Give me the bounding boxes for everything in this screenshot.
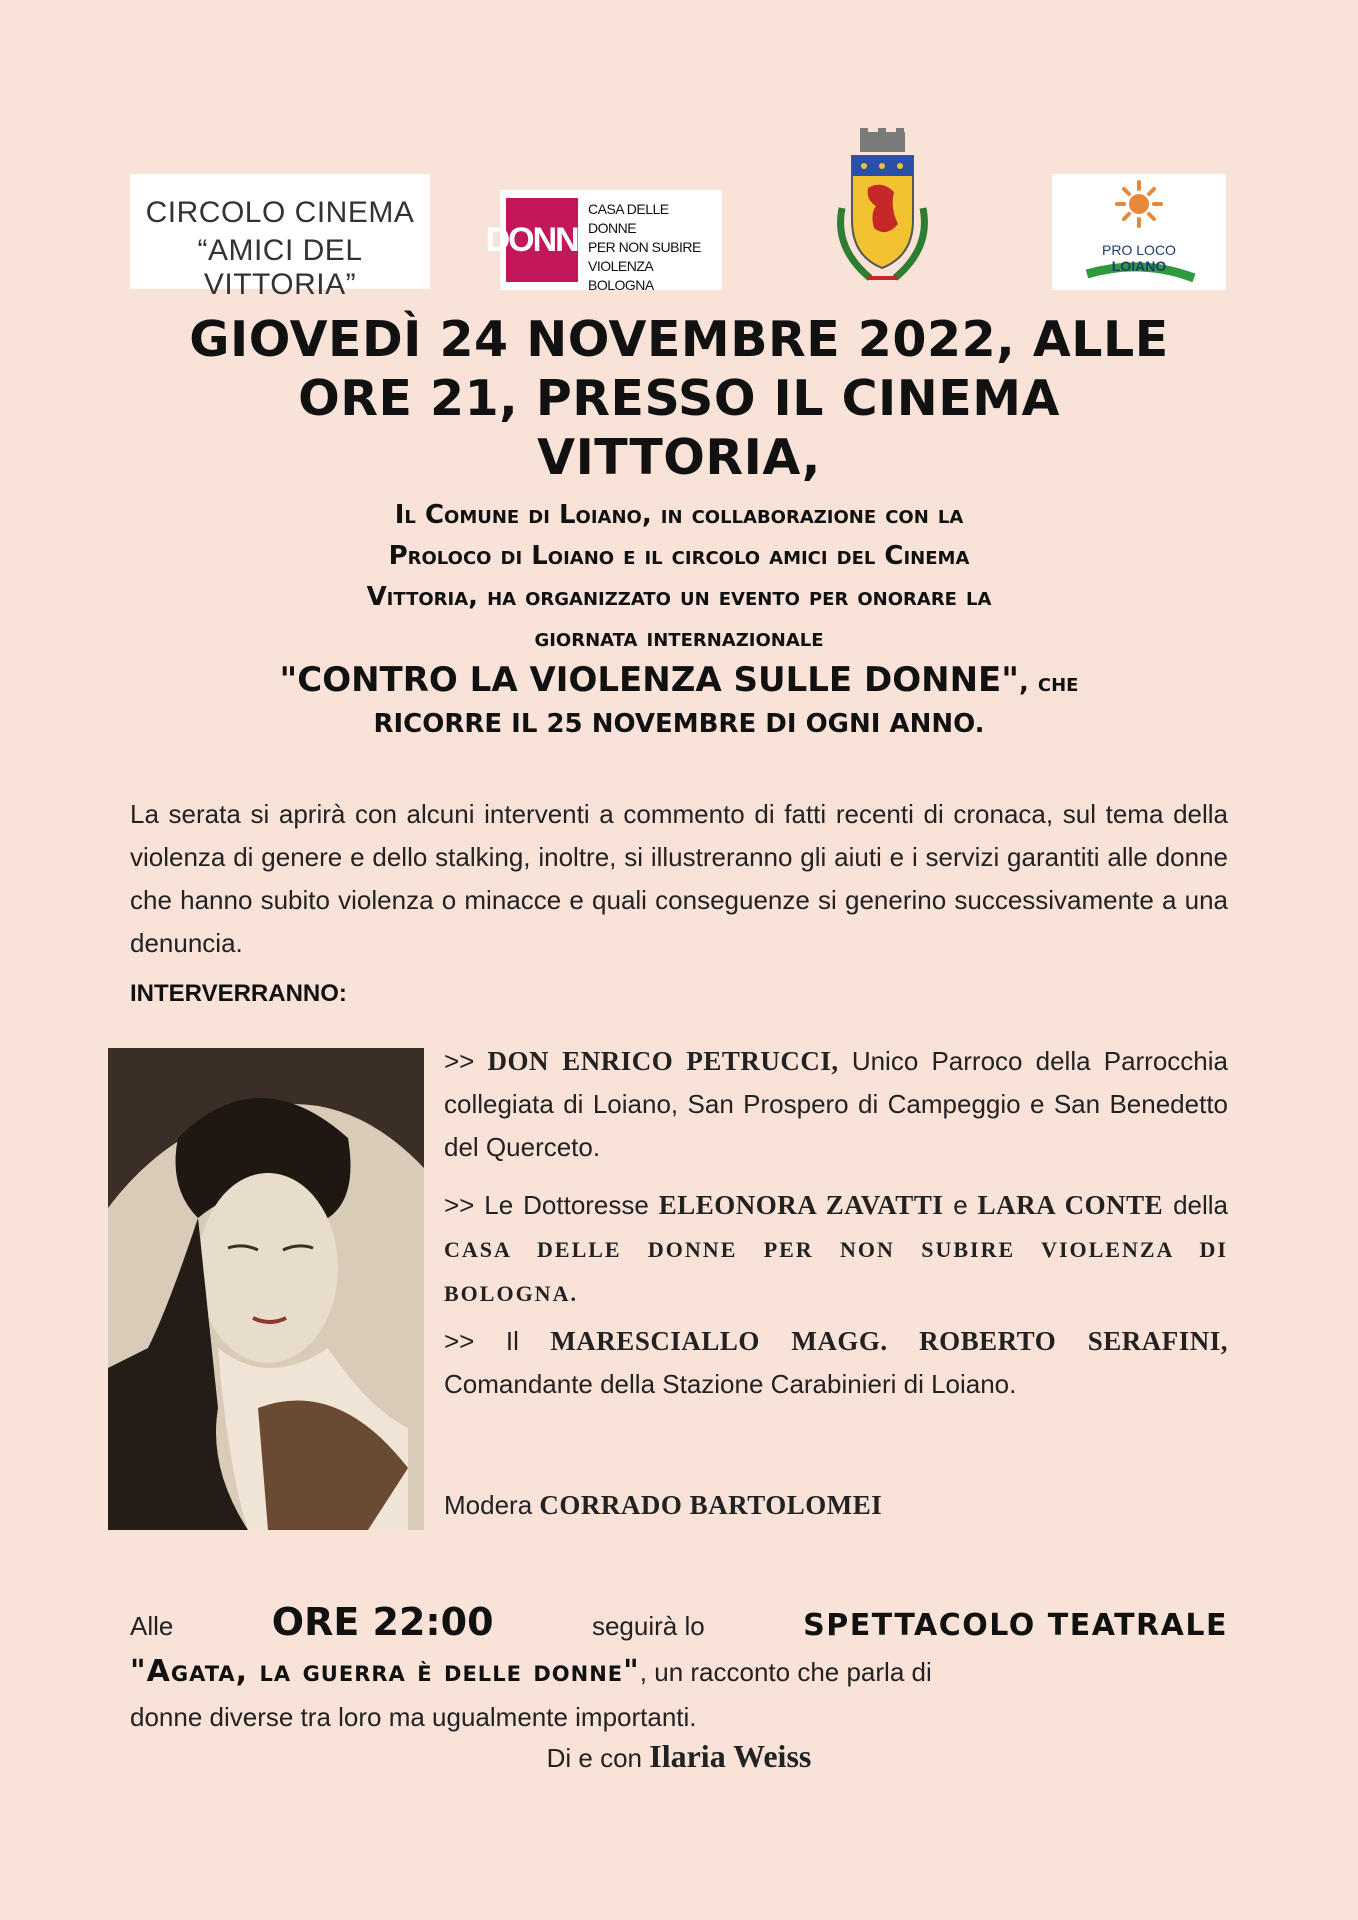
subtitle-line-4: giornata internazionale [534,623,824,653]
show-line-3: donne diverse tra loro ma ugualmente importanti. [130,1702,697,1732]
portrait-illustration [108,1048,424,1530]
speaker-2-pre-org: della [1163,1190,1228,1220]
circolo-logo-line1: CIRCOLO CINEMA [145,196,415,229]
subtitle-line-1: Il Comune di Loiano, in collaborazione con la [394,500,964,530]
subtitle-quote-tail: , che [1018,668,1079,698]
speaker-1-name: DON ENRICO PETRUCCI, [487,1046,839,1076]
circolo-cinema-logo [130,174,430,301]
speaker-2 [444,1184,1228,1315]
title-line-2: ORE 21, PRESSO IL CINEMA [298,370,1060,427]
show-type: SPETTACOLO TEATRALE [803,1608,1228,1643]
play-description-1: , un racconto che parla di [639,1657,932,1687]
speaker-1-role: Unico Parroco della Parrocchia collegiata di Loiano, San Prospero di Campeggio e San Benedetto del Querceto. [444,1046,1228,1162]
comune-coat-of-arms [830,128,935,290]
donne-logo-line3: BOLOGNA [588,277,654,293]
proloco-logo-line1: PRO LOCO [1102,242,1176,258]
event-title [120,310,1238,487]
speaker-2-name-1: ELEONORA ZAVATTI [658,1190,944,1220]
credit-label: Di e con [546,1743,650,1773]
credit-line [130,1738,1228,1775]
campaign-name: "CONTRO LA VIOLENZA SULLE DONNE" [279,660,1019,700]
subtitle-line-3: Vittoria, ha organizzato un evento per onorare la [366,582,992,612]
speaker-2-prefix: >> Le Dottoresse [444,1190,659,1220]
show-word-alle: Alle [130,1611,174,1641]
show-time: ORE 22:00 [271,1600,494,1644]
speaker-1 [444,1040,1228,1169]
speaker-2-name-2: LARA CONTE [977,1190,1164,1220]
subtitle-date-line: RICORRE IL 25 NOVEMBRE DI OGNI ANNO. [373,709,985,739]
speaker-3-name: MARESCIALLO MAGG. ROBERTO SERAFINI, [550,1326,1228,1356]
proloco-logo-text [1052,242,1226,274]
donne-logo-line2: PER NON SUBIRE VIOLENZA [588,239,701,274]
casa-delle-donne-logo [485,190,722,293]
intro-paragraph: La serata si aprirà con alcuni interventi a commento di fatti recenti di cronaca, sul tema della violenza di genere e dello stalking, inoltre, si illustreranno gli aiuti e i servizi garantiti alle donne che hanno subito violenza o minacce e quali conseguenze si generino successivamente a una denuncia. [130,799,1228,958]
show-line-1 [130,1600,1228,1644]
speaker-3-prefix: >> Il [444,1326,551,1356]
speaker-2-conjunction: e [943,1190,978,1220]
speaker-3-role: Comandante della Stazione Carabinieri di Loiano. [444,1369,1017,1399]
moderator-name: CORRADO BARTOLOMEI [539,1490,883,1520]
donne-logo-text [588,200,718,295]
moderator [444,1484,1228,1527]
circolo-logo-line2: “AMICI DEL VITTORIA” [197,234,363,301]
speaker-1-prefix: >> [444,1046,488,1076]
event-subtitle [120,495,1238,659]
credit-name: Ilaria Weiss [649,1738,812,1774]
subtitle-quote-line [120,660,1238,703]
title-line-1: GIOVEDÌ 24 NOVEMBRE 2022, ALLE [189,311,1169,368]
woman-portrait-image [108,1048,424,1530]
donne-logo-line1: CASA DELLE DONNE [588,201,669,236]
pro-loco-loiano-logo [1052,174,1226,290]
speakers-heading: INTERVERRANNO: [130,980,347,1007]
subtitle-line-2: Proloco di Loiano e il circolo amici del Cinema [388,541,970,571]
coat-of-arms-icon [830,128,935,290]
title-line-3: VITTORIA, [537,429,821,486]
play-title: "Agata, la guerra è delle donne" [130,1654,640,1689]
speaker-3 [444,1320,1228,1406]
donne-mark: DONNE [506,198,578,282]
moderator-label: Modera [444,1490,540,1520]
speaker-2-organization: CASA DELLE DONNE PER NON SUBIRE VIOLENZA DI BOLOGNA. [444,1237,1228,1306]
show-word-seguira: seguirà lo [591,1611,705,1641]
proloco-logo-line2: LOIANO [1111,258,1167,274]
show-line-2 [130,1654,1228,1689]
